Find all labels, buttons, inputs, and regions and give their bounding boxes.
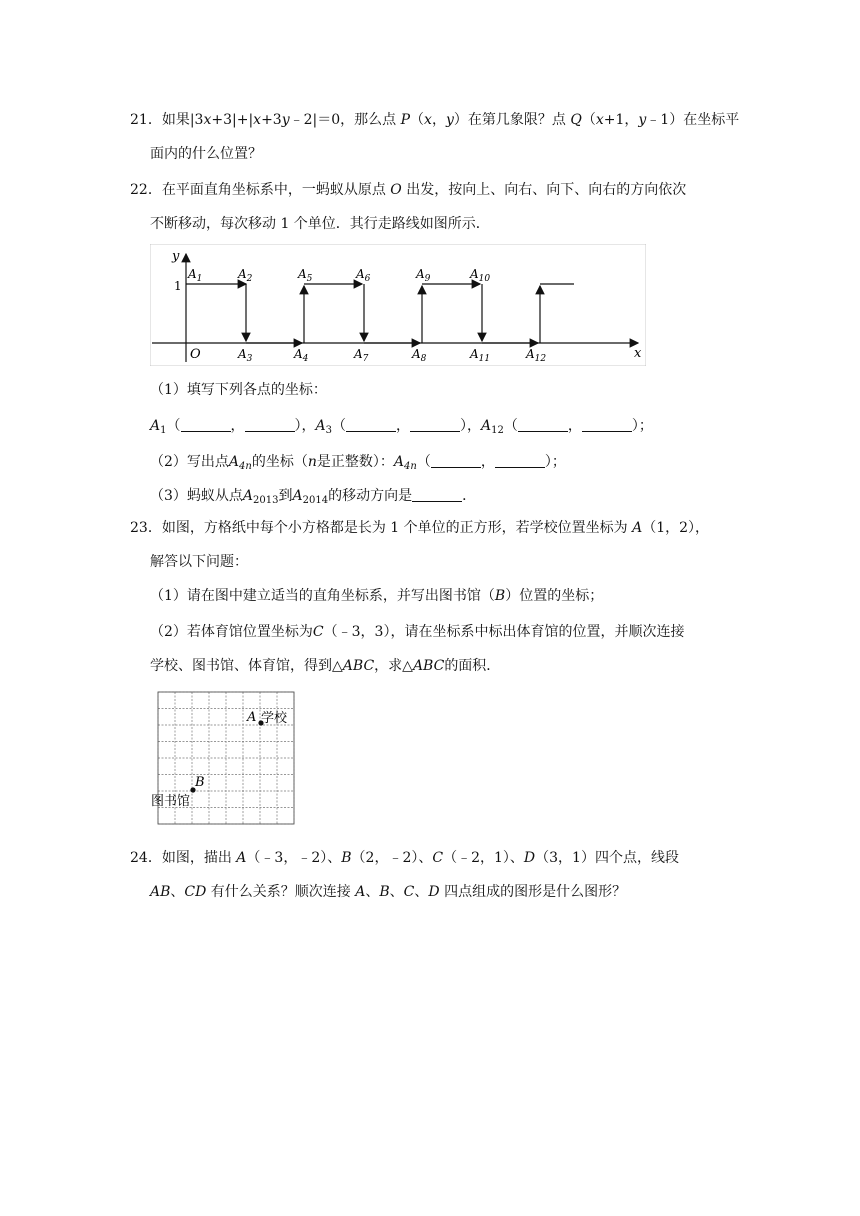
- label-a10: $A_{10}$: [470, 267, 491, 284]
- label-a2: $A_2$: [238, 267, 253, 284]
- label-a1: $A_1$: [188, 267, 203, 284]
- label-b: B: [195, 775, 205, 790]
- label-a7: $A_7$: [354, 347, 369, 364]
- blank-a3-x[interactable]: [346, 417, 396, 432]
- q22-part1-blanks: $A_1$（ ， ），$A_3$（ ， ），$A_{12}$（ ， ）；: [150, 418, 653, 436]
- q22-line2: 不断移动，每次移动 1 个单位．其行走路线如图所示．: [150, 216, 490, 232]
- label-a6: $A_6$: [356, 267, 371, 284]
- q24-line1: 24．如图，描出 A（﹣3，﹣2）、B（2，﹣2）、C（﹣2，1）、D（3，1）四个点，线段: [130, 850, 679, 866]
- label-a: A: [247, 710, 257, 725]
- origin-label: O: [190, 347, 201, 362]
- label-school: 学校: [261, 711, 288, 726]
- label-a8: $A_8$: [412, 347, 427, 364]
- q23-grid-figure: [148, 688, 304, 828]
- label-a4: $A_4$: [294, 347, 309, 364]
- q23-line1: 23．如图，方格纸中每个小方格都是长为 1 个单位的正方形，若学校位置坐标为 A（1，2），: [130, 520, 710, 536]
- q23-line5: 学校、图书馆、体育馆，得到△ABC，求△ABC的面积．: [150, 658, 501, 674]
- blank-a4n-y[interactable]: [495, 453, 545, 468]
- tick-1-label: 1: [174, 279, 182, 293]
- blank-a12-x[interactable]: [518, 417, 568, 432]
- q22-part3: （3）蚂蚁从点$A_{2013}$到$A_{2014}$的移动方向是 ．: [150, 488, 477, 506]
- label-a11: $A_{11}$: [470, 347, 491, 364]
- q23-line4: （2）若体育馆位置坐标为C（﹣3，3），请在坐标系中标出体育馆的位置，并顺次连接: [150, 624, 685, 640]
- q23-line2: 解答以下问题：: [150, 554, 248, 570]
- blank-a1-y[interactable]: [245, 417, 295, 432]
- q22-part2: （2）写出点$A_{4n}$的坐标（n是正整数）：$A_{4n}$（ ， ）；: [150, 454, 566, 472]
- x-axis-label: x: [634, 346, 642, 361]
- blank-a1-x[interactable]: [181, 417, 231, 432]
- q21-line1: 21．如果|3x+3|+|x+3y﹣2|＝0，那么点 P（x，y）在第几象限？点 Q（x+1，y﹣1）在坐标平: [130, 112, 740, 128]
- q24-line2: AB、CD 有什么关系？顺次连接 A、B、C、D 四点组成的图形是什么图形？: [150, 884, 627, 900]
- blank-direction[interactable]: [412, 487, 462, 502]
- q21-line2: 面内的什么位置？: [150, 146, 262, 162]
- label-a3: $A_3$: [238, 347, 253, 364]
- blank-a3-y[interactable]: [410, 417, 460, 432]
- label-a9: $A_9$: [416, 267, 431, 284]
- label-a5: $A_5$: [298, 267, 313, 284]
- blank-a12-y[interactable]: [582, 417, 632, 432]
- q22-ant-path-figure: [150, 244, 646, 366]
- y-axis-label: y: [172, 249, 180, 264]
- q22-part1-title: （1）填写下列各点的坐标：: [150, 382, 327, 398]
- q22-line1: 22．在平面直角坐标系中，一蚂蚁从原点 O 出发，按向上、向右、向下、向右的方向依次: [130, 182, 687, 198]
- label-a12: $A_{12}$: [526, 347, 547, 364]
- label-library: 图书馆: [151, 794, 191, 809]
- q23-line3: （1）请在图中建立适当的直角坐标系，并写出图书馆（B）位置的坐标；: [150, 588, 604, 604]
- blank-a4n-x[interactable]: [431, 453, 481, 468]
